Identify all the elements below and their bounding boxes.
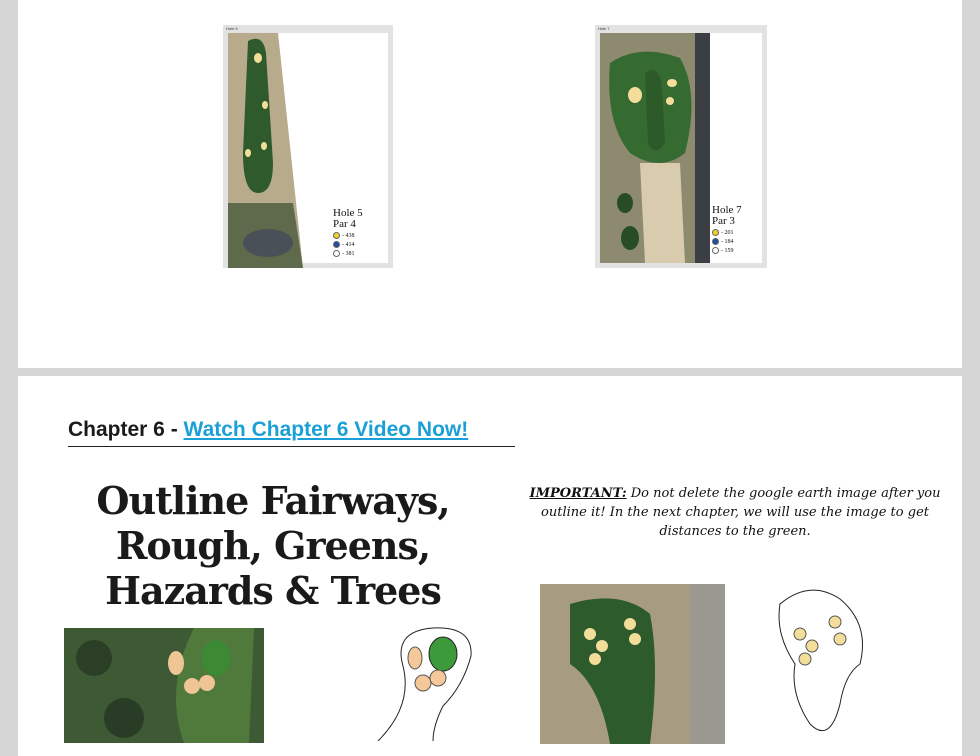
tee-row: [712, 229, 742, 236]
tee-row: [712, 247, 742, 254]
yardage: - 381: [342, 250, 355, 257]
tee-row: [333, 232, 363, 239]
hole-7-card: [595, 25, 767, 268]
blue-tee-icon: [712, 238, 719, 245]
yardage: - 414: [342, 241, 355, 248]
important-text: Do not delete the google earth image after you outline it! In the next chapter, we will use the image to get distances to the green.: [541, 486, 941, 539]
yardage: - 438: [342, 232, 355, 239]
white-tee-icon: [333, 250, 340, 257]
gold-tee-icon: [333, 232, 340, 239]
watch-video-link[interactable]: Watch Chapter 6 Video Now!: [183, 418, 469, 441]
hole-5-aerial-map: [228, 33, 308, 268]
yardage: - 159: [721, 247, 734, 254]
outlined-green-drawing: [363, 626, 483, 741]
hole-5-title: Hole 5: [333, 207, 363, 219]
chapter-label: Chapter 6 -: [68, 418, 184, 441]
page-title: Outline Fairways, Rough, Greens, Hazards & Trees: [96, 478, 450, 613]
satellite-green-image: [64, 628, 264, 743]
chapter-heading: [68, 418, 515, 447]
important-note: [525, 484, 945, 541]
tee-row: [333, 250, 363, 257]
important-label: IMPORTANT:: [529, 486, 627, 501]
tee-row: [712, 238, 742, 245]
white-tee-icon: [712, 247, 719, 254]
tee-row: [333, 241, 363, 248]
hole-7-par: Par 3: [712, 215, 735, 227]
blue-tee-icon: [333, 241, 340, 248]
gold-tee-icon: [712, 229, 719, 236]
hole-5-label: Hole 5: [226, 26, 238, 31]
yardage: - 184: [721, 238, 734, 245]
hole-7-label: Hole 7: [598, 26, 610, 31]
outlined-hole-drawing: [770, 584, 880, 744]
yardage: - 201: [721, 229, 734, 236]
hole-7-title: Hole 7: [712, 204, 742, 216]
page-2: [18, 376, 962, 756]
hole-5-par: Par 4: [333, 218, 356, 230]
hole-7-aerial-map: [600, 33, 710, 263]
satellite-hole-image: [540, 584, 725, 744]
page-1: [18, 0, 962, 368]
hole-5-card: [223, 25, 393, 268]
